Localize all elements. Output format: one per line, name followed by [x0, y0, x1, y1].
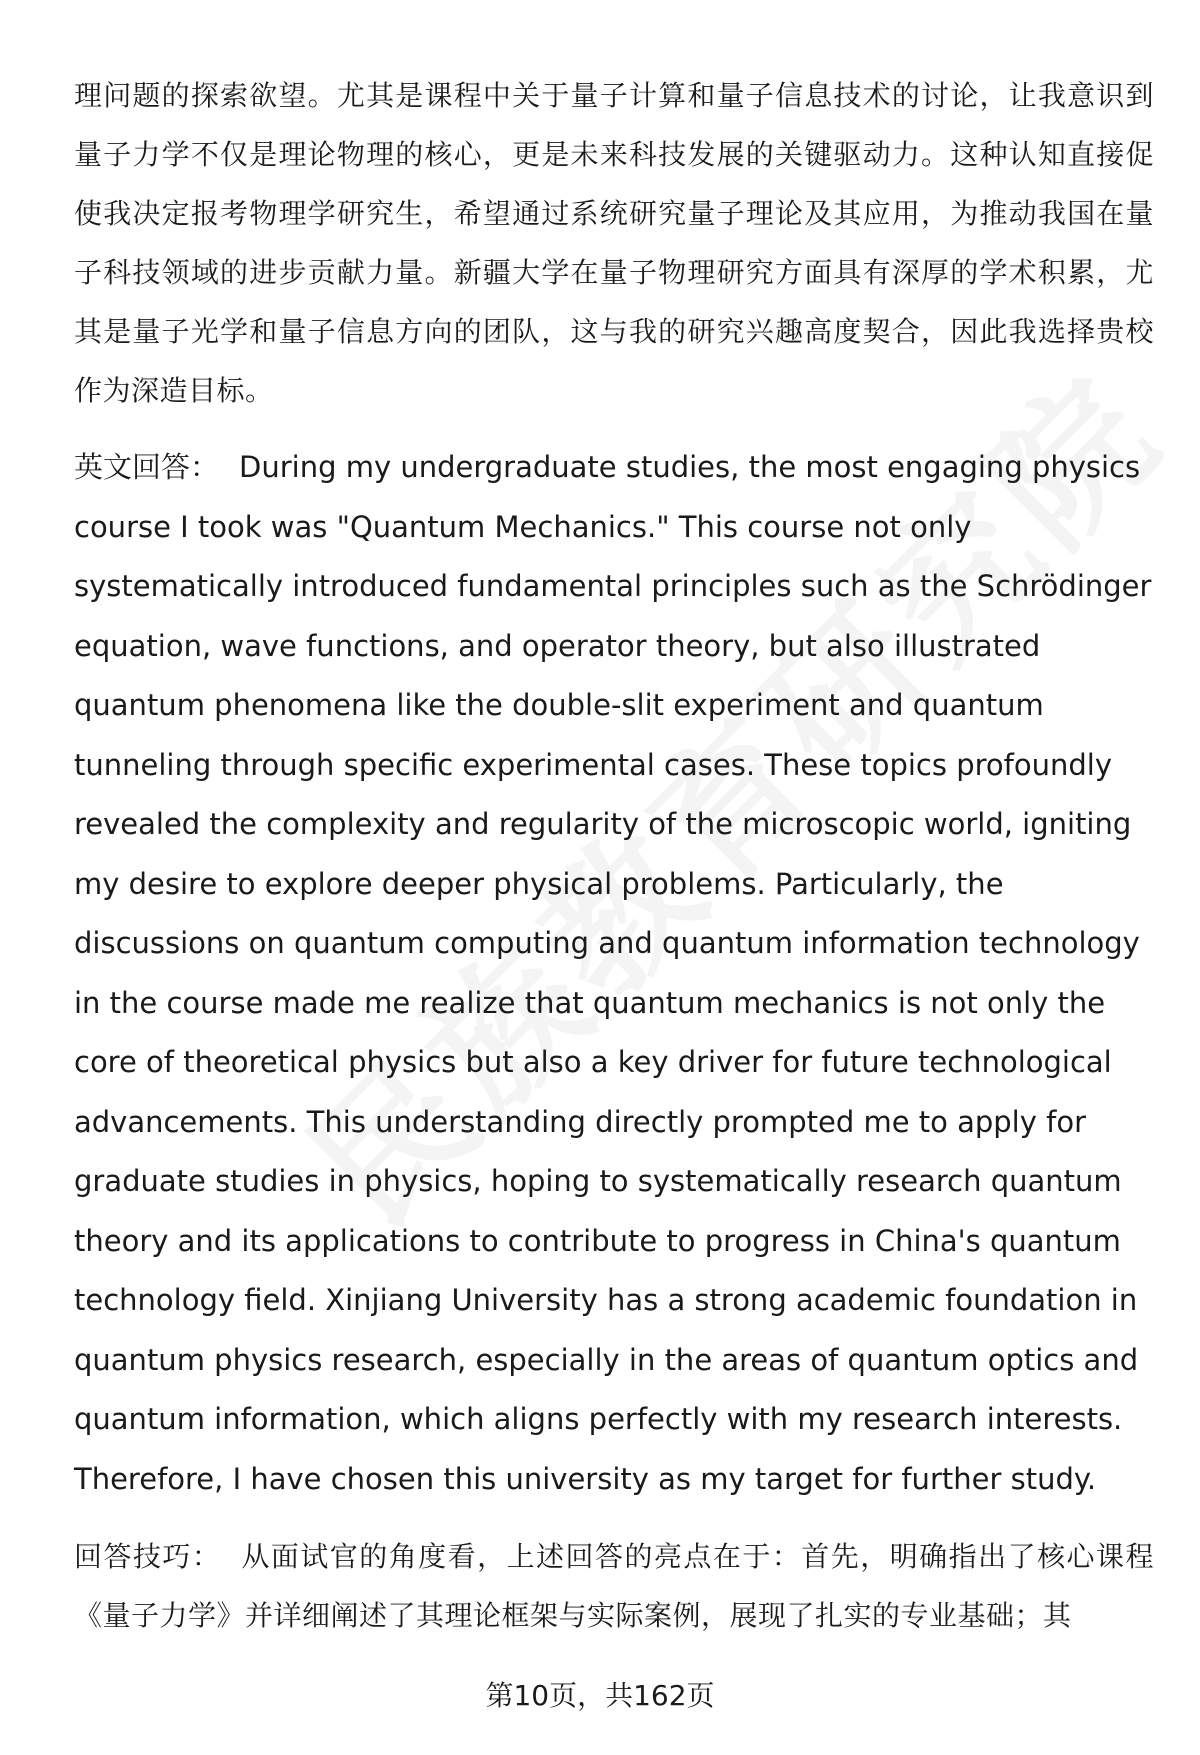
- answer-tips-label: 回答技巧：: [74, 1540, 222, 1573]
- chinese-answer-continuation: 理问题的探索欲望。尤其是课程中关于量子计算和量子信息技术的讨论，让我意识到量子力学不仅是理论物理的核心，更是未来科技发展的关键驱动力。这种认知直接促使我决定报考物理学研究生，希望通过系统研究量子理论及其应用，为推动我国在量子科技领域的进步贡献力量。新疆大学在量子物理研究方面具有深厚的学术积累，尤其是量子光学和量子信息方向的团队，这与我的研究兴趣高度契合，因此我选择贵校作为深造目标。: [74, 79, 1154, 407]
- english-answer-text: During my undergraduate studies, the most engaging physics course I took was "Quantum Mechanics." This course not only systematically introduced fundamental principles such as the Schrödinger equation, wave functions, and operator theory, but also illustrated quantum phenomena like the double-slit experiment and quantum tunneling through specific experimental cases. These topics profoundly revealed the complexity and regularity of the microscopic world, igniting my desire to explore deeper physical problems. Particularly, the discussions on quantum computing and quantum information technology in the course made me realize that quantum mechanics is not only the core of theoretical physics but also a key driver for future technological advancements. This understanding directly prompted me to apply for graduate studies in physics, hoping to systematically research quantum theory and its applications to contribute to progress in China's quantum technology field. Xinjiang University has a strong academic foundation in quantum physics research, especially in the areas of quantum optics and quantum information, which aligns perfectly with my research interests. Therefore, I have chosen this university as my target for further study.: [74, 450, 1152, 1496]
- english-answer-label: 英文回答：: [74, 450, 220, 484]
- answer-tips: [74, 1527, 1154, 1645]
- page-number: 第10页，共162页: [485, 1679, 715, 1712]
- english-answer: [74, 438, 1154, 1509]
- document-body: [74, 66, 1154, 1645]
- answer-tips-text: 从面试官的角度看，上述回答的亮点在于：首先，明确指出了核心课程《量子力学》并详细阐述了其理论框架与实际案例，展现了扎实的专业基础；其: [74, 1540, 1154, 1632]
